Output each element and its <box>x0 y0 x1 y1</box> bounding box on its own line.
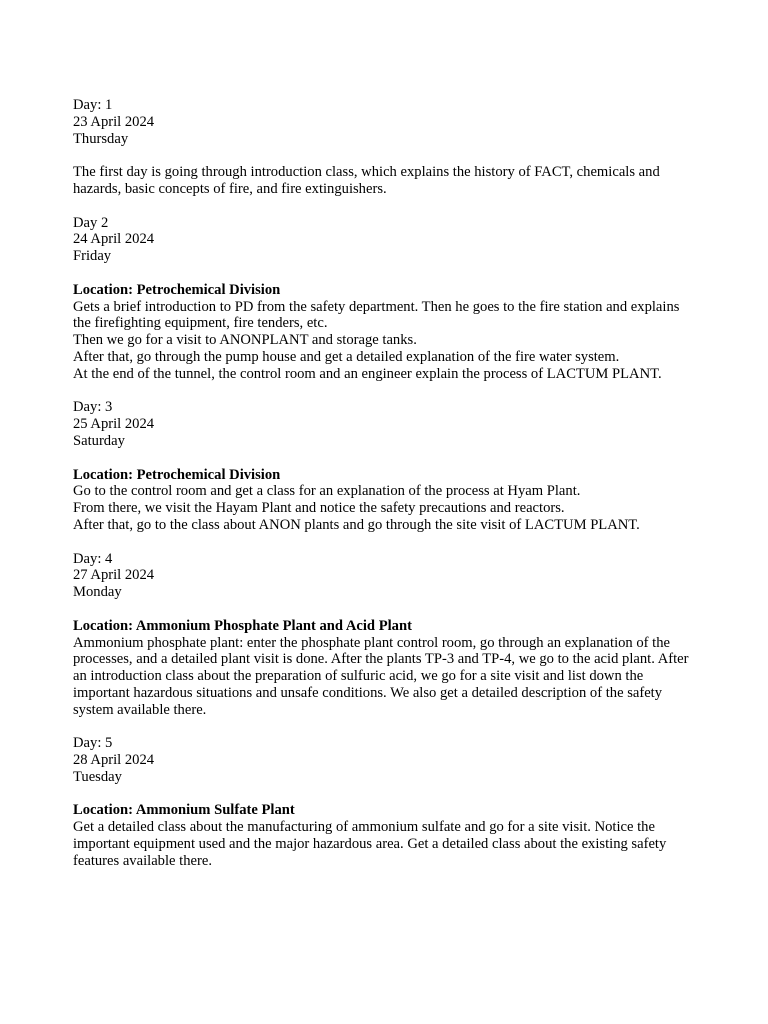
day-paragraph: Then we go for a visit to ANONPLANT and storage tanks. <box>73 332 417 349</box>
day-weekday: Friday <box>73 248 112 265</box>
day-date: 25 April 2024 <box>73 416 155 433</box>
day-weekday: Monday <box>73 584 122 601</box>
day-paragraph: After that, go to the class about ANON plants and go through the site visit of LACTUM PLANT. <box>73 516 640 533</box>
day-label: Day: 4 <box>73 550 113 567</box>
location-heading: Location: Ammonium Phosphate Plant and Acid Plant <box>73 617 412 634</box>
day-label: Day: 1 <box>73 97 113 113</box>
day-entry-3 <box>73 399 698 550</box>
day-paragraph: Gets a brief introduction to PD from the safety department. Then he goes to the fire station and explains the firefighting equipment, fire tenders, etc. <box>73 298 680 332</box>
day-label: Day: 5 <box>73 735 113 752</box>
day-label: Day: 3 <box>73 399 113 416</box>
day-date: 23 April 2024 <box>73 113 155 130</box>
day-weekday: Thursday <box>73 130 129 147</box>
day-paragraph: After that, go through the pump house and get a detailed explanation of the fire water system. <box>73 348 620 365</box>
day-date: 28 April 2024 <box>73 752 155 769</box>
day-entry-5 <box>73 735 698 869</box>
day-paragraph: Go to the control room and get a class for an explanation of the process at Hyam Plant. <box>73 483 581 500</box>
day-weekday: Tuesday <box>73 768 122 785</box>
day-weekday: Saturday <box>73 432 125 449</box>
document-page <box>73 97 698 870</box>
location-heading: Location: Petrochemical Division <box>73 281 281 298</box>
day-date: 27 April 2024 <box>73 567 155 584</box>
day-paragraph: Ammonium phosphate plant: enter the phosphate plant control room, go through an explanation of the processes, and a detailed plant visit is done. After the plants TP-3 and TP-4, we go to the acid plant. After an introduction class about the preparation of sulfuric acid, we go for a site visit and list down the important hazardous situations and unsafe conditions. We also get a detailed description of the safety system available there. <box>73 634 689 718</box>
day-label: Day 2 <box>73 214 109 231</box>
day-date: 24 April 2024 <box>73 231 155 248</box>
location-heading: Location: Petrochemical Division <box>73 466 281 483</box>
day-entry-2 <box>73 215 698 400</box>
day-entry-4 <box>73 551 698 736</box>
day-entry-1 <box>73 97 698 215</box>
day-paragraph: At the end of the tunnel, the control room and an engineer explain the process of LACTUM PLANT. <box>73 365 662 382</box>
day-paragraph: From there, we visit the Hayam Plant and notice the safety precautions and reactors. <box>73 500 565 517</box>
day-paragraph: Get a detailed class about the manufacturing of ammonium sulfate and go for a site visit. Notice the important equipment used and the major hazardous area. Get a detailed class about the existing safety features available there. <box>73 819 667 869</box>
day-paragraph: The first day is going through introduction class, which explains the history of FACT, chemicals and hazards, basic concepts of fire, and fire extinguishers. <box>73 164 660 197</box>
location-heading: Location: Ammonium Sulfate Plant <box>73 802 295 819</box>
